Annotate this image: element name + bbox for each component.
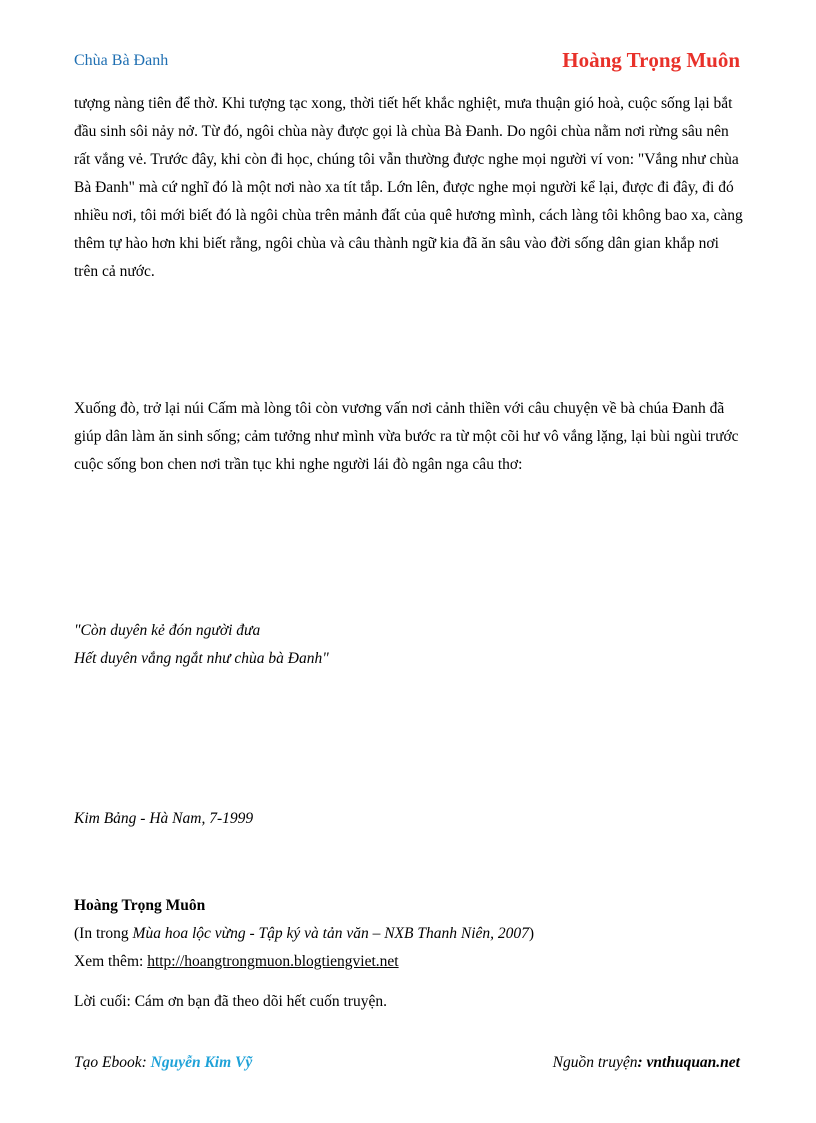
body-paragraph-1: tượng nàng tiên để thờ. Khi tượng tạc xong, thời tiết hết khắc nghiệt, mưa thuận gió hoà, cuộc sống lại bắt đầu sinh sôi nảy nở. Từ đó, ngôi chùa này được gọi là chùa Bà Đanh. Do ngôi chùa nằm nơi rừng sâu nên rất vắng vẻ. Trước đây, khi còn đi học, chúng tôi vẫn thường được nghe mọi người ví von: "Vắng như chùa Bà Đanh" mà cứ nghĩ đó là một nơi nào xa tít tắp. Lớn lên, được nghe mọi người kể lại, được đi đây, đi đó nhiều nơi, tôi mới biết đó là ngôi chùa trên mảnh đất của quê hương mình, cách làng tôi không bao xa, càng thêm tự hào hơn khi biết rằng, ngôi chùa và câu thành ngữ kia đã ăn sâu vào đời sống dân gian khắp nơi trên cả nước. <box>74 95 743 280</box>
publication-suffix: ) <box>528 925 535 942</box>
ebook-author: Nguyễn Kim Vỹ <box>150 1054 253 1071</box>
see-more-label: Xem thêm: <box>74 953 148 970</box>
closing-note: Lời cuối: Cám ơn bạn đã theo dõi hết cuốn truyện. <box>74 993 387 1010</box>
publication-note <box>74 920 534 948</box>
source-site: vnthuquan.net <box>646 1054 740 1071</box>
signature-author: Hoàng Trọng Muôn <box>74 897 206 914</box>
ebook-label: Tạo Ebook <box>74 1054 142 1071</box>
see-more-link[interactable]: http://hoangtrongmuon.blogtiengviet.net <box>147 953 399 970</box>
header-author: Hoàng Trọng Muôn <box>562 48 740 72</box>
ebook-sep: : <box>141 1054 151 1071</box>
footer-ebook <box>74 1054 252 1072</box>
body-paragraph-2: Xuống đò, trở lại núi Cấm mà lòng tôi còn vương vấn nơi cảnh thiền với câu chuyện về bà chúa Đanh đã giúp dân làm ăn sinh sống; cảm tưởng như mình vừa bước ra từ một cõi hư vô vắng lặng, lại bùi ngùi trước cuộc sống bon chen nơi trần tục khi nghe người lái đò ngân nga câu thơ: <box>74 400 739 473</box>
place-date: Kim Bảng - Hà Nam, 7-1999 <box>74 810 254 827</box>
poem <box>74 617 329 673</box>
see-more-line <box>74 948 534 976</box>
footer-source <box>553 1054 740 1072</box>
source-label: Nguồn truyện <box>552 1054 638 1071</box>
header-title: Chùa Bà Đanh <box>74 52 169 69</box>
poem-line-2: Hết duyên vắng ngắt như chùa bà Đanh" <box>74 650 329 667</box>
publication-title: Mùa hoa lộc vừng - Tập ký và tản văn – NXB Thanh Niên, 2007 <box>132 925 529 942</box>
publication-prefix: (In trong <box>74 925 133 942</box>
signature-block <box>74 892 534 976</box>
poem-line-1: "Còn duyên kẻ đón người đưa <box>74 622 261 639</box>
source-sep: : <box>637 1054 647 1071</box>
